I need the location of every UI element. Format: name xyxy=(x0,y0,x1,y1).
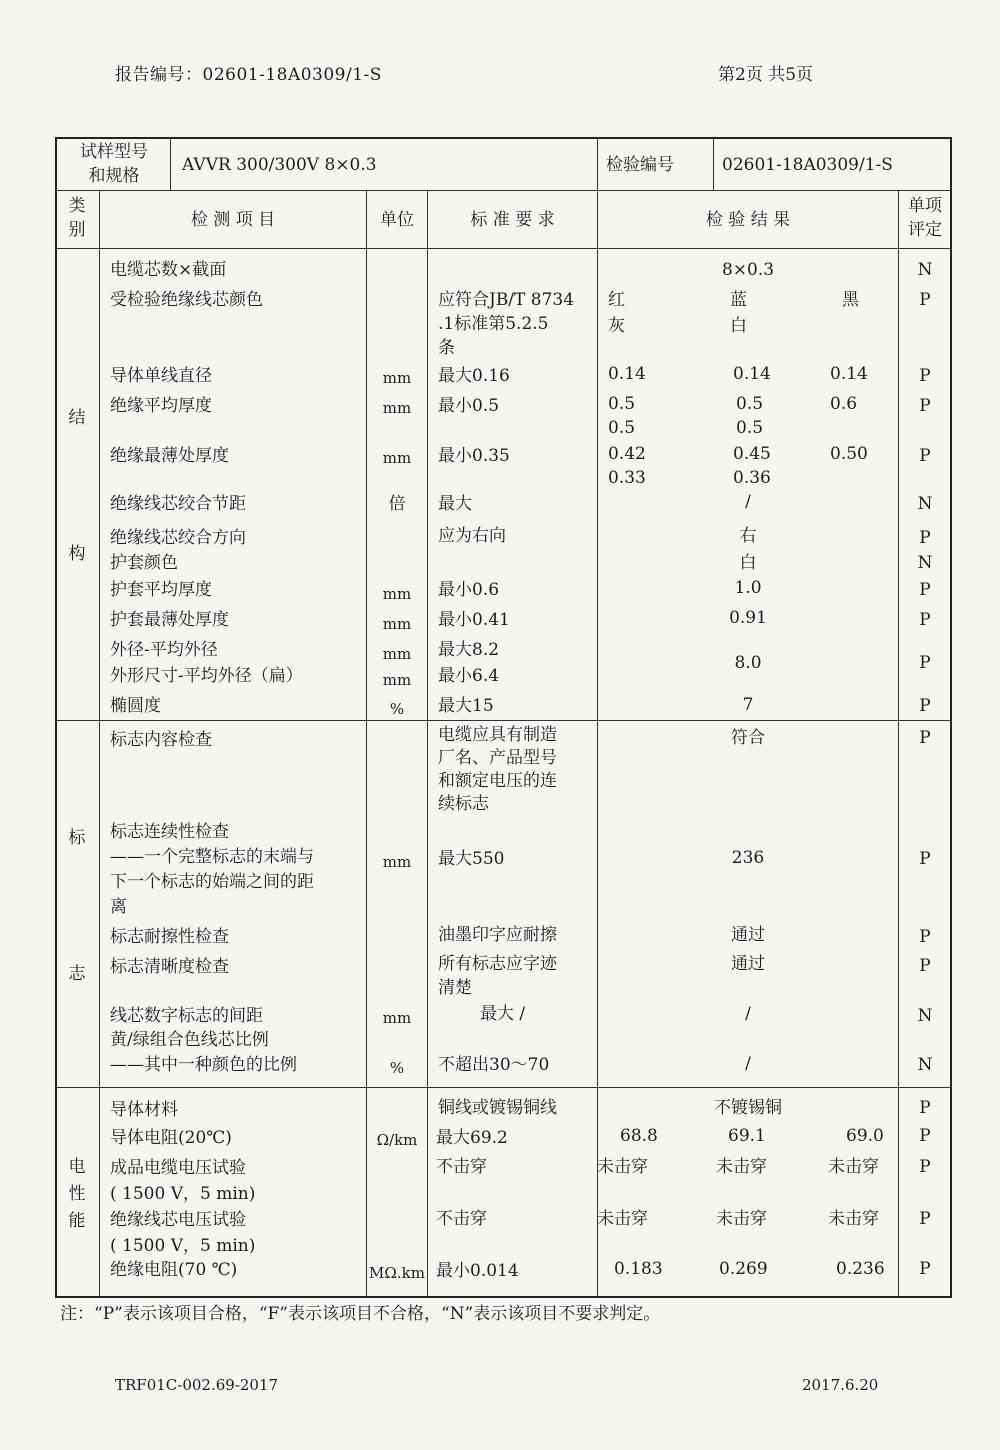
req-cable-voltage-test: 不击穿 xyxy=(436,1157,487,1177)
req-marking-content: 电缆应具有制造 厂名、产品型号 和额定电压的连 续标志 xyxy=(438,725,557,814)
item-flat-diameter: 外形尺寸-平均外径（扁） xyxy=(110,666,303,686)
result-wire-diameter-2: 0.14 xyxy=(733,364,771,384)
verdict-insulation-avg: P xyxy=(919,396,931,416)
item-conductor-material: 导体材料 xyxy=(110,1100,178,1120)
result-insulation-min-2: 0.45 xyxy=(733,444,771,464)
req-conductor-material: 铜线或镀锡铜线 xyxy=(438,1098,557,1118)
item-sheath-min: 护套最薄处厚度 xyxy=(110,610,229,630)
item-insulation-resistance: 绝缘电阻(70 ℃) xyxy=(110,1260,238,1280)
result-lay-direction: 右 xyxy=(739,526,757,546)
req-flat-diameter: 最小6.4 xyxy=(438,666,500,686)
result-core-voltage-test-1: 未击穿 xyxy=(597,1209,648,1229)
result-insulation-min-5: 0.36 xyxy=(733,468,771,488)
row-divider xyxy=(55,720,952,721)
verdict-wire-diameter: P xyxy=(919,366,931,386)
category-marking-1: 标 xyxy=(68,828,86,848)
verdict-marking-legibility: P xyxy=(919,956,931,976)
result-lay-length: / xyxy=(745,492,751,512)
unit-marking-continuity: mm xyxy=(382,853,412,871)
unit-ovality: % xyxy=(389,700,405,718)
item-outer-diameter: 外径-平均外径 xyxy=(110,640,218,660)
unit-conductor-resistance: Ω/km xyxy=(376,1131,418,1149)
item-marking-durability: 标志耐擦性检查 xyxy=(110,927,229,947)
item-core-colors: 受检验绝缘线芯颜色 xyxy=(110,290,263,310)
req-sheath-min: 最小0.41 xyxy=(438,610,510,630)
result-insulation-avg-2: 0.5 xyxy=(736,394,764,414)
result-sheath-color: 白 xyxy=(739,553,757,573)
req-yellow-green: 不超出30～70 xyxy=(438,1055,550,1075)
result-insulation-min-1: 0.42 xyxy=(608,444,646,464)
col-divider xyxy=(597,137,598,190)
result-insulation-avg-5: 0.5 xyxy=(736,418,764,438)
result-insulation-min-4: 0.33 xyxy=(608,468,646,488)
unit-yellow-green: % xyxy=(389,1059,405,1077)
category-electrical-3: 能 xyxy=(68,1211,86,1231)
col-header-unit: 单位 xyxy=(380,210,414,230)
result-conductor-resistance-1: 68.8 xyxy=(620,1126,658,1146)
result-conductor-resistance-3: 69.0 xyxy=(846,1126,884,1146)
unit-digit-spacing: mm xyxy=(382,1009,412,1027)
item-marking-legibility: 标志清晰度检查 xyxy=(110,957,229,977)
unit-sheath-avg: mm xyxy=(382,585,412,603)
req-insulation-avg: 最小0.5 xyxy=(438,396,500,416)
col-divider xyxy=(713,137,714,190)
result-insulation-resistance-2: 0.269 xyxy=(719,1259,768,1279)
item-insulation-min: 绝缘最薄处厚度 xyxy=(110,446,229,466)
item-wire-diameter: 导体单线直径 xyxy=(110,366,212,386)
verdict-conductor-material: P xyxy=(919,1098,931,1118)
req-insulation-resistance: 最小0.014 xyxy=(436,1261,519,1281)
result-digit-spacing: / xyxy=(745,1004,751,1024)
verdict-marking-content: P xyxy=(919,728,931,748)
result-marking-legibility: 通过 xyxy=(731,954,765,974)
result-color-black: 黑 xyxy=(842,290,859,310)
verdict-sheath-avg: P xyxy=(919,580,931,600)
verdict-cores-section: N xyxy=(917,260,933,280)
req-core-voltage-test: 不击穿 xyxy=(436,1209,487,1229)
category-marking-2: 志 xyxy=(68,964,86,984)
result-insulation-resistance-3: 0.236 xyxy=(836,1259,885,1279)
col-divider xyxy=(99,190,100,1298)
row-divider xyxy=(55,1087,952,1088)
unit-wire-diameter: mm xyxy=(382,369,412,387)
col-divider xyxy=(170,137,171,190)
model-label: 试样型号 和规格 xyxy=(80,142,148,186)
col-header-category: 类 别 xyxy=(68,196,86,240)
test-no-label: 检验编号 xyxy=(606,155,674,175)
item-sheath-avg: 护套平均厚度 xyxy=(110,580,212,600)
model-value: AVVR 300/300V 8×0.3 xyxy=(182,155,377,175)
result-marking-continuity: 236 xyxy=(731,848,765,868)
verdict-outer-diameter: P xyxy=(919,653,931,673)
item-digit-spacing: 线芯数字标志的间距 xyxy=(110,1006,263,1026)
verdict-sheath-color: N xyxy=(917,553,933,573)
req-conductor-resistance: 最大69.2 xyxy=(436,1128,508,1148)
verdict-cable-voltage-test: P xyxy=(919,1157,931,1177)
item-lay-direction: 绝缘线芯绞合方向 xyxy=(110,528,246,548)
req-insulation-min: 最小0.35 xyxy=(438,446,510,466)
result-color-white: 白 xyxy=(730,316,747,336)
result-ovality: 7 xyxy=(742,695,754,715)
result-cable-voltage-test-3: 未击穿 xyxy=(828,1157,879,1177)
verdict-sheath-min: P xyxy=(919,610,931,630)
legend-note: 注：“P”表示该项目合格，“F”表示该项目不合格，“N”表示该项目不要求判定。 xyxy=(60,1304,661,1324)
verdict-lay-length: N xyxy=(917,494,933,514)
item-cores-section: 电缆芯数×截面 xyxy=(110,260,227,280)
verdict-insulation-resistance: P xyxy=(919,1259,931,1279)
col-header-requirement: 标 准 要 求 xyxy=(470,210,555,230)
item-yellow-green: 黄/绿组合色线芯比例 ——其中一种颜色的比例 xyxy=(110,1030,297,1075)
category-structure-1: 结 xyxy=(68,408,86,428)
result-marking-durability: 通过 xyxy=(731,925,765,945)
unit-insulation-avg: mm xyxy=(382,399,412,417)
result-core-voltage-test-2: 未击穿 xyxy=(716,1209,767,1229)
col-header-verdict: 单项 评定 xyxy=(908,196,942,240)
category-structure-2: 构 xyxy=(68,544,86,564)
item-conductor-resistance: 导体电阻(20℃) xyxy=(110,1128,232,1148)
req-lay-length: 最大 xyxy=(438,494,472,514)
verdict-ovality: P xyxy=(919,696,931,716)
result-yellow-green: / xyxy=(745,1054,751,1074)
item-cable-voltage-test: 成品电缆电压试验 ( 1500 V，5 min) xyxy=(110,1158,256,1204)
result-conductor-material: 不镀锡铜 xyxy=(714,1098,782,1118)
form-code: TRF01C-002.69-2017 xyxy=(115,1376,279,1394)
req-ovality: 最大15 xyxy=(438,696,494,716)
unit-sheath-min: mm xyxy=(382,615,412,633)
item-ovality: 椭圆度 xyxy=(110,696,161,716)
result-core-voltage-test-3: 未击穿 xyxy=(828,1209,879,1229)
result-wire-diameter-1: 0.14 xyxy=(608,364,646,384)
result-insulation-resistance-1: 0.183 xyxy=(614,1259,663,1279)
verdict-marking-continuity: P xyxy=(919,849,931,869)
row-divider xyxy=(55,190,952,191)
result-insulation-min-3: 0.50 xyxy=(830,444,868,464)
verdict-lay-direction: P xyxy=(919,528,931,548)
result-wire-diameter-3: 0.14 xyxy=(830,364,868,384)
col-divider xyxy=(427,190,428,1298)
result-insulation-avg-3: 0.6 xyxy=(830,394,858,414)
page-info: 第2页 共5页 xyxy=(718,65,814,85)
result-insulation-avg-4: 0.5 xyxy=(608,418,636,438)
verdict-core-colors: P xyxy=(919,290,931,310)
result-conductor-resistance-2: 69.1 xyxy=(728,1126,766,1146)
req-outer-diameter: 最大8.2 xyxy=(438,640,500,660)
result-marking-content: 符合 xyxy=(731,728,765,748)
result-sheath-avg: 1.0 xyxy=(734,578,762,598)
unit-outer-diameter: mm xyxy=(382,645,412,663)
result-color-grey: 灰 xyxy=(608,316,625,336)
req-lay-direction: 应为右向 xyxy=(438,526,506,546)
item-marking-continuity: 标志连续性检查 ——一个完整标志的末端与 下一个标志的始端之间的距 离 xyxy=(110,822,314,917)
req-sheath-avg: 最小0.6 xyxy=(438,580,500,600)
category-electrical-2: 性 xyxy=(68,1184,86,1204)
verdict-marking-durability: P xyxy=(919,927,931,947)
item-marking-content: 标志内容检查 xyxy=(110,730,212,750)
req-core-colors: 应符合JB/T 8734 .1标准第5.2.5 条 xyxy=(438,290,575,358)
verdict-insulation-min: P xyxy=(919,446,931,466)
result-cores-section: 8×0.3 xyxy=(721,260,775,280)
req-marking-continuity: 最大550 xyxy=(438,849,505,869)
result-outer-diameter: 8.0 xyxy=(734,653,762,673)
result-cable-voltage-test-2: 未击穿 xyxy=(716,1157,767,1177)
result-insulation-avg-1: 0.5 xyxy=(608,394,636,414)
report-number: 报告编号：02601-18A0309/1-S xyxy=(115,65,382,85)
verdict-digit-spacing: N xyxy=(917,1006,933,1026)
req-marking-legibility: 所有标志应字迹 清楚 xyxy=(438,954,557,998)
footer-date: 2017.6.20 xyxy=(802,1376,879,1394)
item-insulation-avg: 绝缘平均厚度 xyxy=(110,396,212,416)
item-lay-length: 绝缘线芯绞合节距 xyxy=(110,494,246,514)
item-sheath-color: 护套颜色 xyxy=(110,553,178,573)
item-core-voltage-test: 绝缘线芯电压试验 ( 1500 V，5 min) xyxy=(110,1210,256,1256)
result-color-red: 红 xyxy=(608,290,625,310)
verdict-core-voltage-test: P xyxy=(919,1209,931,1229)
category-electrical-1: 电 xyxy=(68,1157,86,1177)
unit-flat-diameter: mm xyxy=(382,671,412,689)
verdict-conductor-resistance: P xyxy=(919,1126,931,1146)
row-divider xyxy=(55,248,952,249)
col-header-item: 检 测 项 目 xyxy=(190,210,276,230)
unit-insulation-min: mm xyxy=(382,449,412,467)
verdict-yellow-green: N xyxy=(917,1055,933,1075)
result-cable-voltage-test-1: 未击穿 xyxy=(597,1157,648,1177)
req-wire-diameter: 最大0.16 xyxy=(438,366,510,386)
result-color-blue: 蓝 xyxy=(730,290,747,310)
test-no-value: 02601-18A0309/1-S xyxy=(722,155,893,175)
result-sheath-min: 0.91 xyxy=(729,608,767,628)
unit-lay-length: 倍 xyxy=(388,494,406,514)
col-header-result: 检 验 结 果 xyxy=(705,210,791,230)
unit-insulation-resistance: MΩ.km xyxy=(369,1264,425,1282)
req-digit-spacing: 最大 / xyxy=(480,1004,526,1024)
req-marking-durability: 油墨印字应耐擦 xyxy=(438,925,557,945)
